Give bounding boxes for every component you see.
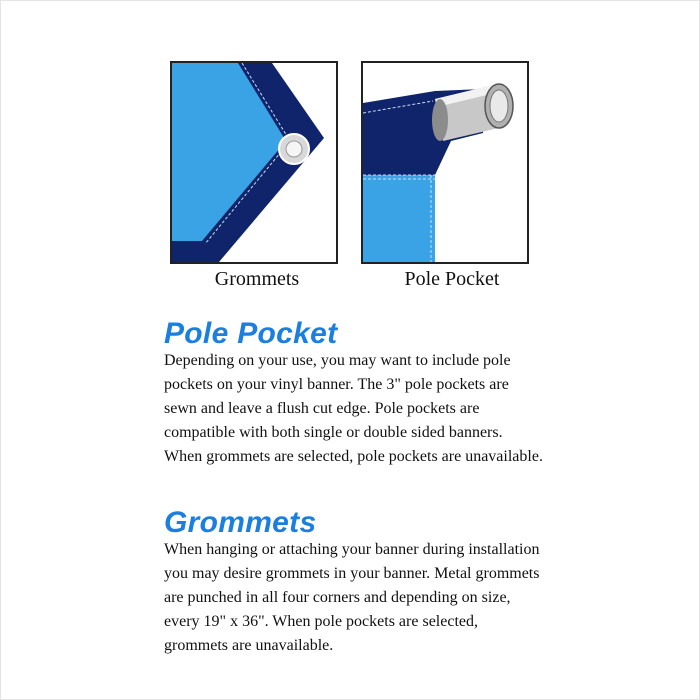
- pole-pocket-illustration: [361, 61, 529, 264]
- grommets-illustration: [170, 61, 338, 264]
- pole-pocket-caption: Pole Pocket: [404, 268, 500, 290]
- grommets-heading: Grommets: [164, 506, 317, 539]
- grommets-caption: Grommets: [214, 268, 300, 290]
- pole-pocket-heading: Pole Pocket: [164, 317, 338, 350]
- grommets-description: When hanging or attaching your banner during installation you may desire grommets in your banner. Metal grommets are punched in all four corners and depending on size, every 19" x 36". When pole pockets are selected, grommets are unavailable.: [164, 541, 540, 654]
- pole-pocket-description: Depending on your use, you may want to include pole pockets on your vinyl banner. The 3" pole pockets are sewn and leave a flush cut edge. Pole pockets are compatible with both single or double sided banners. When grommets are selected, pole pockets are unavailable.: [164, 352, 543, 465]
